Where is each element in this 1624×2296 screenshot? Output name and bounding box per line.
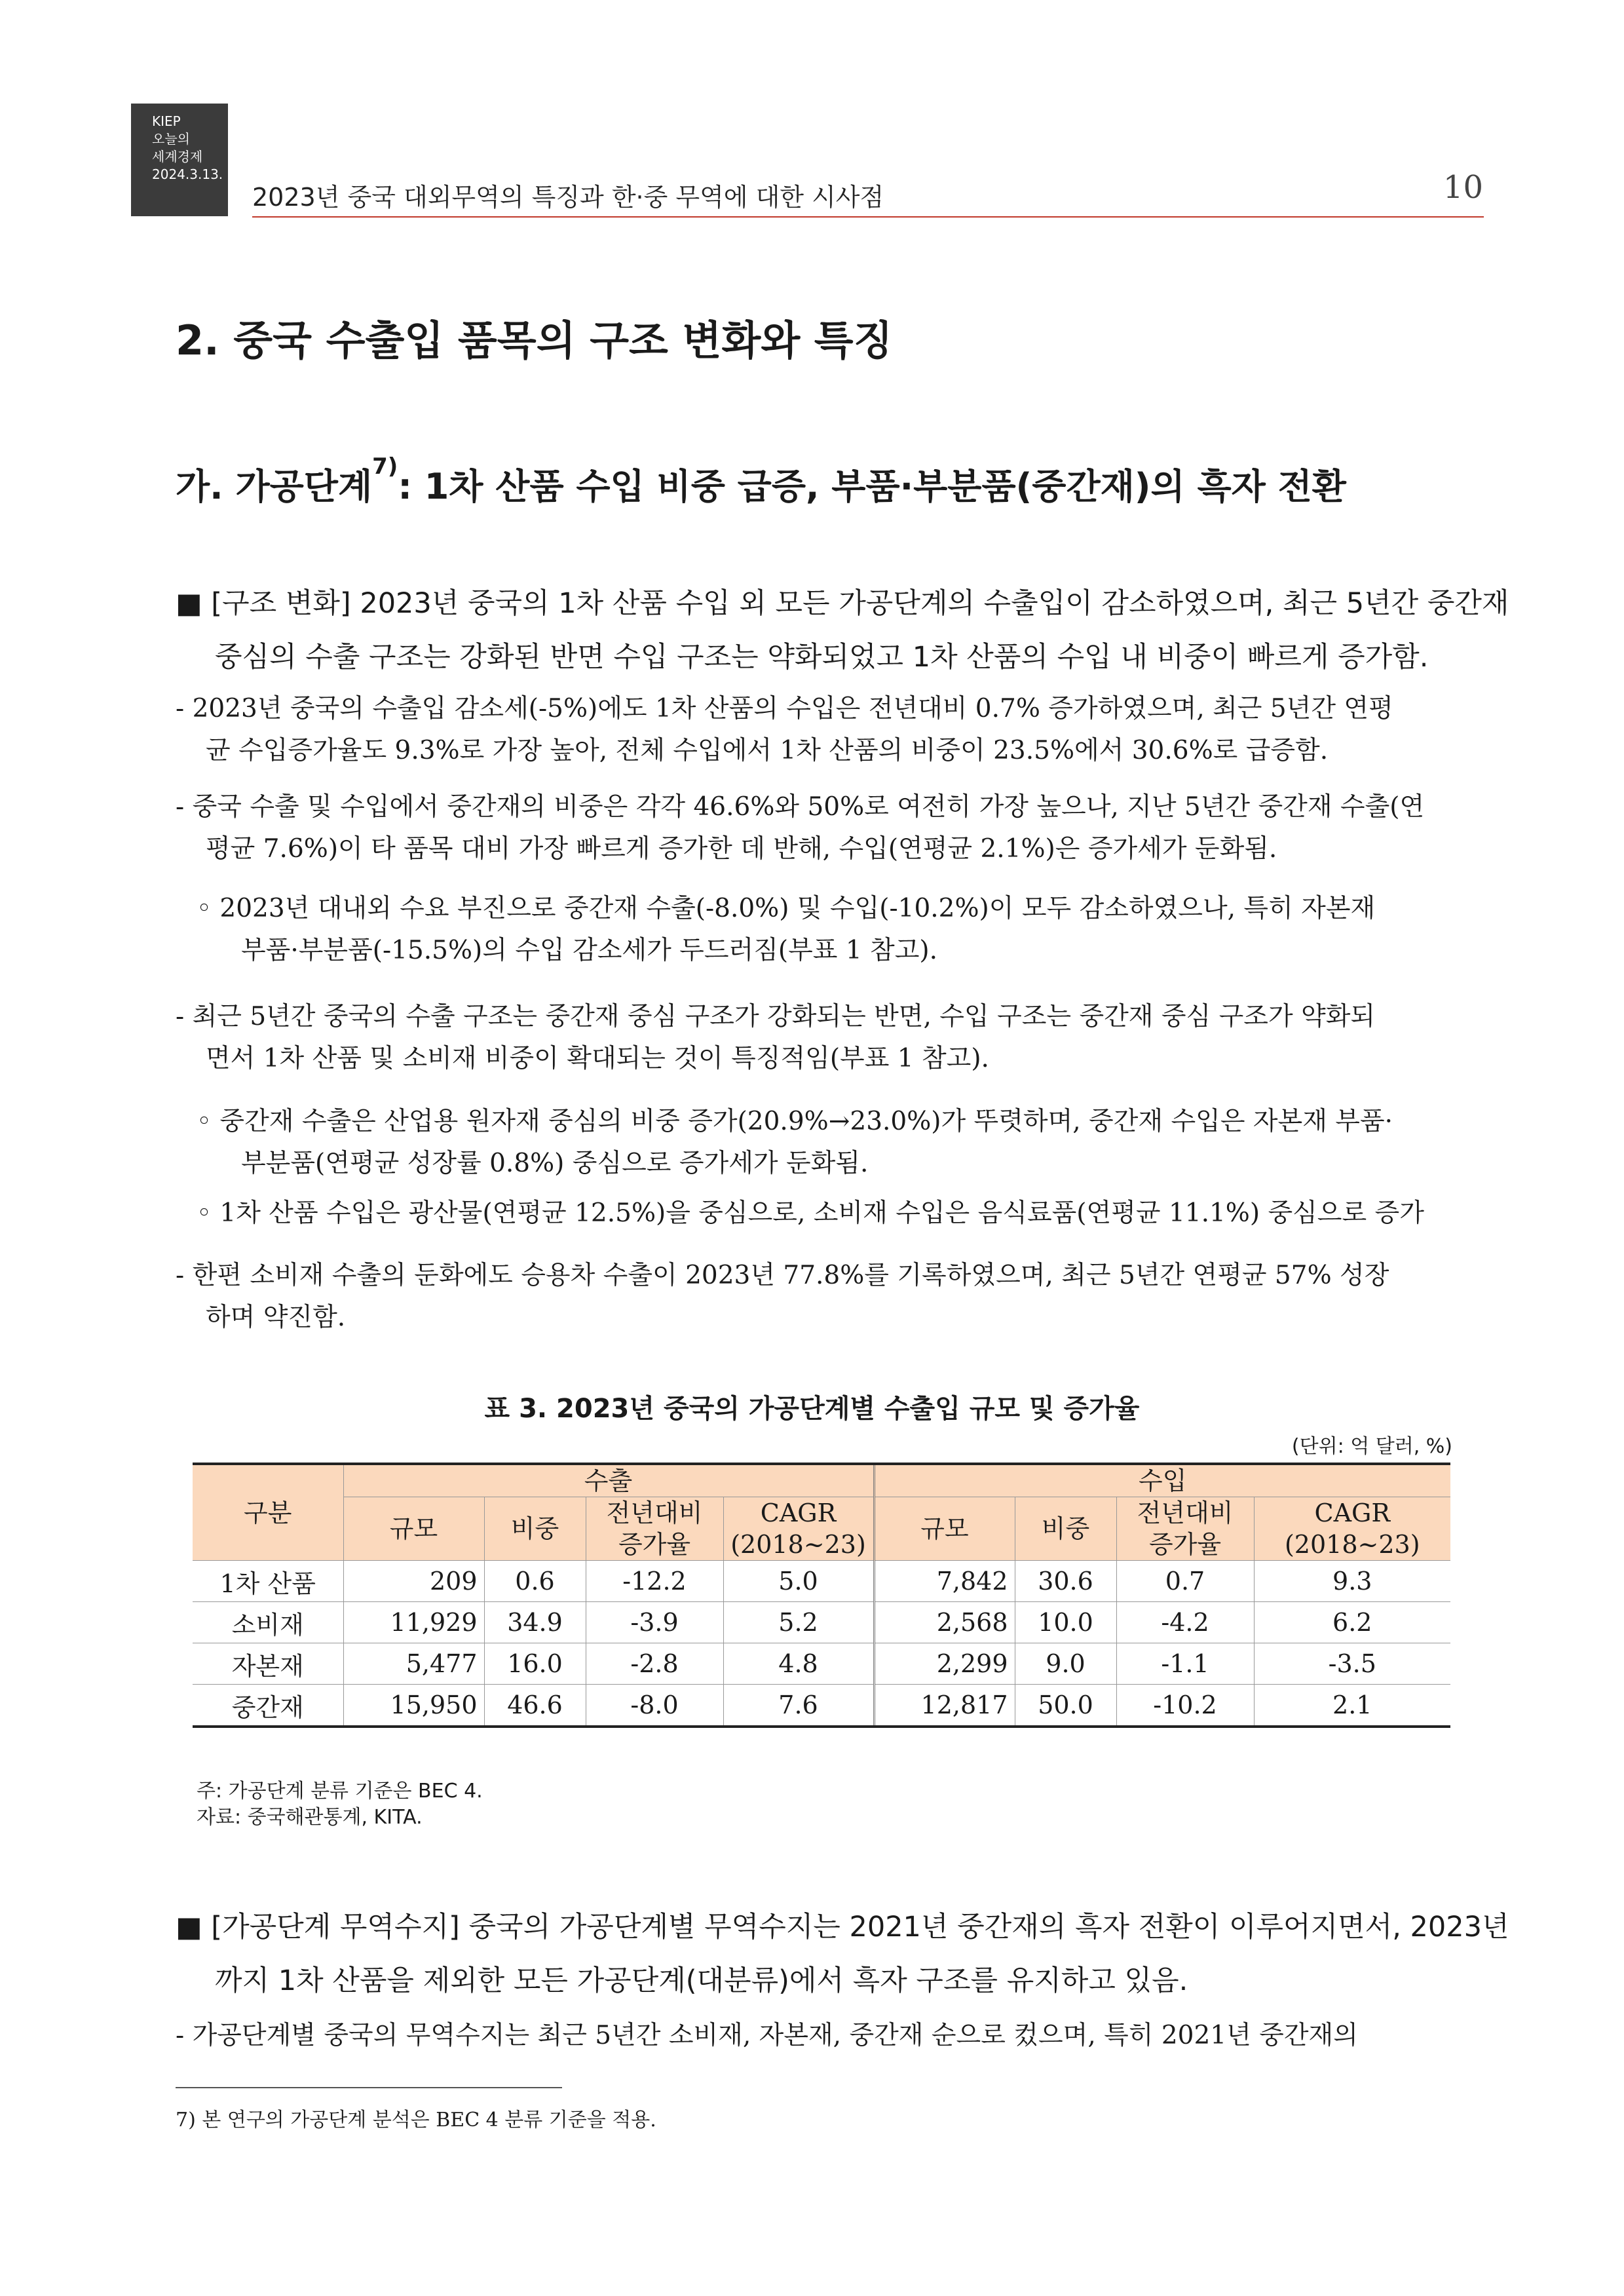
header-share: 비중 [484,1497,586,1561]
bullet-item [176,2015,1476,2057]
header-share: 비중 [1015,1497,1116,1561]
text-line: 부분품(연평균 성장률 0.8%) 중심으로 증가세가 둔화됨. [241,1149,869,1178]
text-line: ◦ 중간재 수출은 산업용 원자재 중심의 비중 증가(20.9%→23.0%)가 뚜렷하며, 중간재 수입은 자본재 부품· [197,1107,1393,1136]
bullet-item [176,996,1476,1080]
badge-line: 2024.3.13. [152,166,223,182]
paragraph-structure-change [176,577,1509,684]
subsection-title-b: : 1차 산품 수입 비중 급증, 부품·부분품(중간재)의 흑자 전환 [398,466,1346,507]
table-row: 자본재 5,477 16.0 -2.8 4.8 2,299 9.0 -1.1 -3.5 [193,1643,1450,1685]
text-line: 중심의 수출 구조는 강화된 반면 수입 구조는 약화되었고 1차 산품의 수입 내 비중이 빠르게 증가함. [215,641,1429,674]
table-unit: (단위: 억 달러, %) [1291,1435,1452,1458]
text-line: 까지 1차 산품을 제외한 모든 가공단계(대분류)에서 흑자 구조를 유지하고 있음. [215,1964,1188,1997]
bullet-item [176,1255,1476,1339]
text-line: ■ [구조 변화] 2023년 중국의 1차 산품 수입 외 모든 가공단계의 수출입이 감소하였으며, 최근 5년간 중간재 [176,587,1509,620]
badge-line: 세계경제 [152,149,203,164]
header-export: 수출 [343,1464,874,1497]
text-line: 평균 7.6%)이 타 품목 대비 가장 빠르게 증가한 데 반해, 수입(연평균 2.1%)은 증가세가 둔화됨. [206,834,1277,864]
header-import: 수입 [874,1464,1450,1497]
text-line: 균 수입증가율도 9.3%로 가장 높아, 전체 수입에서 1차 산품의 비중이 23.5%에서 30.6%로 급증함. [206,736,1329,765]
bullet-item [176,786,1476,870]
text-line: 면서 1차 산품 및 소비재 비중이 확대되는 것이 특징적임(부표 1 참고). [206,1044,989,1073]
badge-line: 오늘의 [152,131,190,147]
footnote: 7) 본 연구의 가공단계 분석은 BEC 4 분류 기준을 적용. [176,2109,656,2132]
text-line: ◦ 2023년 대내외 수요 부진으로 중간재 수출(-8.0%) 및 수입(-10.2%)이 모두 감소하였으나, 특히 자본재 [197,894,1376,923]
footnote-divider [176,2087,562,2088]
sub-bullet-item [197,1101,1467,1185]
text-line: ◦ 1차 산품 수입은 광산물(연평균 12.5%)을 중심으로, 소비재 수입은 음식료품(연평균 11.1%) 중심으로 증가 [197,1198,1424,1228]
table-row: 중간재 15,950 46.6 -8.0 7.6 12,817 50.0 -10.2 2.1 [193,1685,1450,1727]
paragraph-trade-balance [176,1900,1509,2008]
header-size: 규모 [343,1497,484,1561]
table-source: 자료: 중국해관통계, KITA. [197,1806,423,1829]
section-title: 2. 중국 수출입 품목의 구조 변화와 특징 [176,316,893,364]
text-line: - 중국 수출 및 수입에서 중간재의 비중은 각각 46.6%와 50%로 여전히 가장 높으나, 지난 5년간 중간재 수출(연 [176,792,1425,822]
header-divider [252,216,1484,218]
header-cagr: CAGR (2018~23) [723,1497,874,1561]
header-yoy: 전년대비 증가율 [586,1497,723,1561]
text-line: - 2023년 중국의 수출입 감소세(-5%)에도 1차 산품의 수입은 전년대비 0.7% 증가하였으며, 최근 5년간 연평 [176,694,1393,723]
text-line: 하며 약진함. [206,1303,346,1332]
sub-bullet-item [197,1193,1467,1234]
subsection-title-a: 가. 가공단계 [176,466,373,507]
text-line: - 가공단계별 중국의 무역수지는 최근 5년간 소비재, 자본재, 중간재 순으로 컸으며, 특히 2021년 중간재의 [176,2021,1358,2050]
text-line: ■ [가공단계 무역수지] 중국의 가공단계별 무역수지는 2021년 중간재의 흑자 전환이 이루어지면서, 2023년 [176,1911,1509,1943]
sub-bullet-item [197,888,1467,972]
running-title: 2023년 중국 대외무역의 특징과 한·중 무역에 대한 시사점 [252,183,884,212]
header-cagr: CAGR (2018~23) [1254,1497,1450,1561]
table-caption: 표 3. 2023년 중국의 가공단계별 수출입 규모 및 증가율 [484,1394,1140,1424]
trade-table [193,1463,1450,1728]
text-line: - 최근 5년간 중국의 수출 구조는 중간재 중심 구조가 강화되는 반면, 수입 구조는 중간재 중심 구조가 약화되 [176,1002,1376,1031]
header-yoy: 전년대비 증가율 [1116,1497,1254,1561]
badge-line: KIEP [152,113,181,129]
footnote-ref: 7) [372,453,398,480]
header-category: 구분 [193,1464,343,1561]
header-badge [131,104,228,216]
subsection-title [176,453,1346,509]
text-line: 부품·부분품(-15.5%)의 수입 감소세가 두드러짐(부표 1 참고). [241,936,938,965]
table-row: 소비재 11,929 34.9 -3.9 5.2 2,568 10.0 -4.2 6.2 [193,1602,1450,1643]
page-number: 10 [1443,169,1483,206]
text-line: - 한편 소비재 수출의 둔화에도 승용차 수출이 2023년 77.8%를 기록하였으며, 최근 5년간 연평균 57% 성장 [176,1261,1389,1290]
bullet-item [176,688,1476,772]
header-size: 규모 [874,1497,1015,1561]
table-note: 주: 가공단계 분류 기준은 BEC 4. [197,1780,483,1803]
table-row: 1차 산품 209 0.6 -12.2 5.0 7,842 30.6 0.7 9.3 [193,1561,1450,1602]
